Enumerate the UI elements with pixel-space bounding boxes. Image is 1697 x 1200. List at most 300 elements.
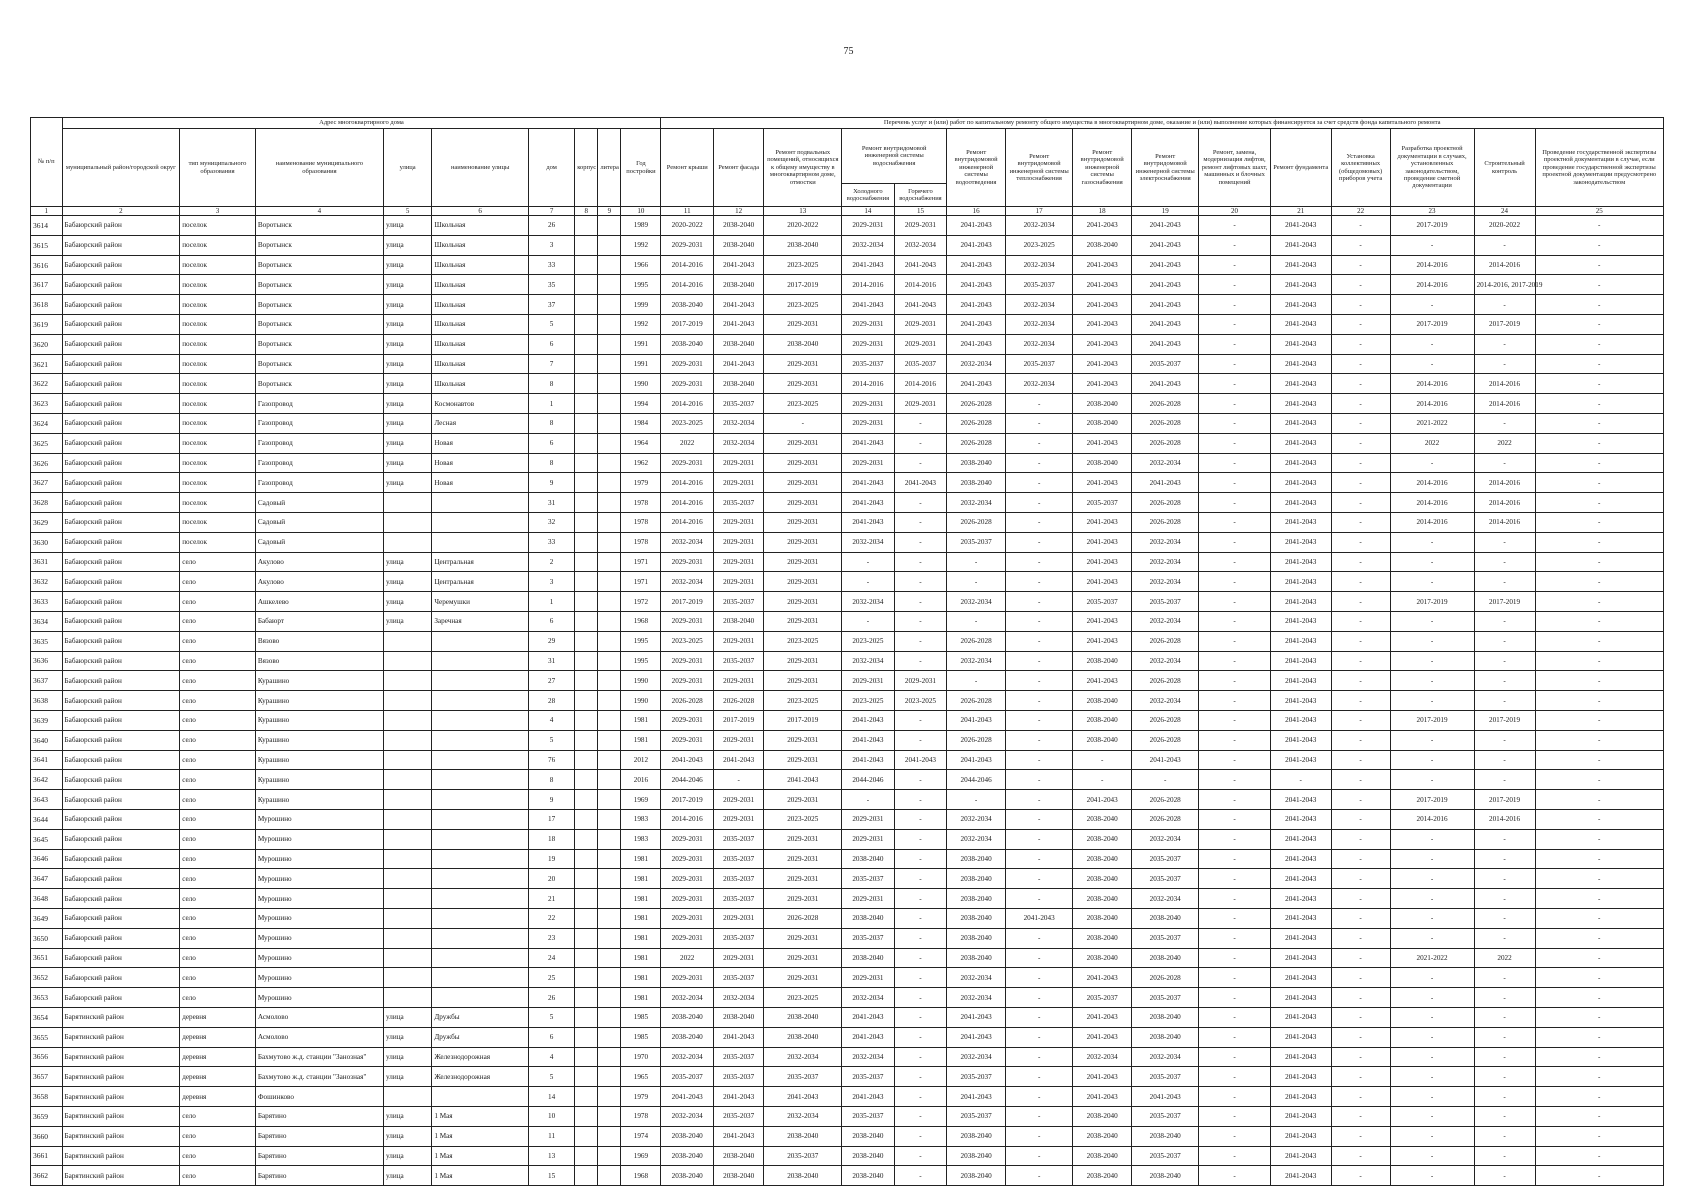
table-cell: Школьная: [432, 216, 529, 236]
table-cell: [575, 354, 598, 374]
table-cell: -: [1331, 1106, 1390, 1126]
table-cell: улица: [384, 1027, 432, 1047]
table-cell: 3616: [31, 255, 63, 275]
table-cell: [384, 790, 432, 810]
table-cell: -: [1199, 770, 1270, 790]
table-cell: 1981: [621, 849, 661, 869]
table-cell: 2032-2034: [1132, 1047, 1199, 1067]
table-cell: -: [1474, 1106, 1535, 1126]
table-cell: 1978: [621, 1106, 661, 1126]
table-cell: 2014-2016: [1390, 493, 1474, 513]
table-cell: -: [1331, 889, 1390, 909]
table-cell: 2041-2043: [1073, 790, 1132, 810]
table-cell: 2041-2043: [1073, 611, 1132, 631]
table-cell: 2017-2019: [764, 275, 842, 295]
table-row: [31, 315, 1664, 335]
table-cell: [575, 295, 598, 315]
table-cell: 2032-2034: [842, 988, 895, 1008]
table-cell: 2014-2016: [1474, 809, 1535, 829]
table-cell: Акулово: [255, 572, 383, 592]
table-cell: Школьная: [432, 275, 529, 295]
table-cell: [432, 1087, 529, 1107]
table-cell: -: [1535, 671, 1663, 691]
table-cell: -: [1535, 513, 1663, 533]
column-number: 1: [31, 207, 63, 216]
table-cell: поселок: [180, 374, 256, 394]
table-cell: поселок: [180, 493, 256, 513]
table-row: [31, 1106, 1664, 1126]
table-cell: 2041-2043: [1270, 710, 1331, 730]
table-cell: 20: [528, 869, 574, 889]
table-cell: -: [1199, 592, 1270, 612]
table-cell: [598, 414, 621, 434]
table-cell: [575, 572, 598, 592]
table-cell: [575, 869, 598, 889]
table-cell: 2022: [1474, 433, 1535, 453]
table-cell: [598, 235, 621, 255]
table-cell: 2017-2019: [1474, 710, 1535, 730]
table-cell: 37: [528, 295, 574, 315]
table-cell: -: [1331, 908, 1390, 928]
table-cell: 2041-2043: [1270, 611, 1331, 631]
table-cell: -: [1006, 453, 1073, 473]
table-cell: Курашино: [255, 710, 383, 730]
table-cell: 3641: [31, 750, 63, 770]
table-cell: 2041-2043: [947, 275, 1006, 295]
table-cell: -: [894, 1166, 947, 1186]
table-cell: 2038-2040: [947, 1126, 1006, 1146]
table-cell: 2032-2034: [1006, 216, 1073, 236]
table-row: [31, 1027, 1664, 1047]
table-cell: 2023-2025: [764, 295, 842, 315]
table-cell: Дружбы: [432, 1027, 529, 1047]
table-cell: -: [1390, 750, 1474, 770]
table-cell: 2038-2040: [764, 1126, 842, 1146]
table-cell: 2029-2031: [713, 631, 763, 651]
table-cell: село: [180, 750, 256, 770]
table-cell: -: [1199, 889, 1270, 909]
table-cell: 2041-2043: [1073, 513, 1132, 533]
table-cell: 2029-2031: [661, 651, 714, 671]
table-cell: -: [1331, 611, 1390, 631]
table-cell: -: [1474, 1126, 1535, 1146]
table-cell: [432, 493, 529, 513]
table-row: [31, 1166, 1664, 1186]
table-cell: Школьная: [432, 354, 529, 374]
table-cell: -: [1390, 1027, 1474, 1047]
table-cell: [598, 651, 621, 671]
table-cell: 2029-2031: [661, 671, 714, 691]
table-cell: 2017-2019: [1474, 592, 1535, 612]
table-cell: -: [1390, 334, 1474, 354]
table-cell: 2041-2043: [1006, 908, 1073, 928]
table-cell: Бахмутово ж.д. станции "Занозная": [255, 1067, 383, 1087]
table-cell: 2041-2043: [1270, 1047, 1331, 1067]
table-cell: -: [1535, 631, 1663, 651]
column-number: 19: [1132, 207, 1199, 216]
table-row: [31, 1146, 1664, 1166]
table-cell: 2041-2043: [1270, 651, 1331, 671]
table-cell: 2035-2037: [1073, 493, 1132, 513]
table-cell: -: [1535, 691, 1663, 711]
table-cell: [384, 513, 432, 533]
table-cell: 1974: [621, 1126, 661, 1146]
table-cell: 2044-2046: [947, 770, 1006, 790]
table-cell: Ашкелево: [255, 592, 383, 612]
table-cell: 2017-2019: [1474, 315, 1535, 335]
table-cell: 1984: [621, 414, 661, 434]
table-cell: [598, 1106, 621, 1126]
table-cell: село: [180, 829, 256, 849]
table-cell: 25: [528, 968, 574, 988]
table-cell: Барятино: [255, 1106, 383, 1126]
table-cell: 2026-2028: [947, 414, 1006, 434]
table-cell: 23: [528, 928, 574, 948]
table-cell: 2029-2031: [661, 235, 714, 255]
table-cell: -: [1535, 928, 1663, 948]
table-cell: 2014-2016: [661, 255, 714, 275]
table-cell: Воротынск: [255, 295, 383, 315]
table-cell: -: [1331, 809, 1390, 829]
table-cell: 2041-2043: [1270, 1067, 1331, 1087]
table-cell: 28: [528, 691, 574, 711]
table-cell: 2041-2043: [1270, 235, 1331, 255]
table-cell: Мурошино: [255, 908, 383, 928]
table-cell: -: [1535, 572, 1663, 592]
table-cell: 6: [528, 433, 574, 453]
table-cell: -: [1199, 493, 1270, 513]
table-cell: Барятино: [255, 1146, 383, 1166]
header-heating: Ремонт внутридомовой инженерной системы теплоснабжения: [1006, 129, 1073, 207]
header-year: Год постройки: [621, 129, 661, 207]
table-cell: 2041-2043: [1270, 572, 1331, 592]
table-cell: -: [1199, 315, 1270, 335]
table-cell: 2041-2043: [842, 1087, 895, 1107]
header-design: Разработка проектной документации в случаях, установленных законодательством, проведение сметной документации: [1390, 129, 1474, 207]
header-cold-water: Холодного водоснабжения: [842, 184, 895, 207]
table-row: [31, 988, 1664, 1008]
table-cell: Воротынск: [255, 354, 383, 374]
table-cell: 2032-2034: [1073, 1047, 1132, 1067]
table-cell: -: [1006, 433, 1073, 453]
table-cell: -: [1535, 1007, 1663, 1027]
table-cell: -: [1199, 374, 1270, 394]
table-cell: [575, 651, 598, 671]
table-cell: село: [180, 691, 256, 711]
table-cell: -: [1331, 216, 1390, 236]
table-row: [31, 730, 1664, 750]
table-cell: -: [842, 611, 895, 631]
table-cell: [384, 869, 432, 889]
table-cell: -: [1331, 1067, 1390, 1087]
table-row: [31, 1126, 1664, 1146]
table-cell: -: [1006, 691, 1073, 711]
table-cell: 2038-2040: [1073, 235, 1132, 255]
table-cell: [575, 493, 598, 513]
table-cell: -: [1006, 552, 1073, 572]
table-cell: [598, 1166, 621, 1186]
table-cell: [598, 334, 621, 354]
table-cell: село: [180, 908, 256, 928]
table-cell: Школьная: [432, 235, 529, 255]
column-number: 25: [1535, 207, 1663, 216]
table-cell: 3629: [31, 513, 63, 533]
table-cell: 2038-2040: [1132, 1007, 1199, 1027]
table-cell: -: [1331, 1047, 1390, 1067]
table-row: [31, 473, 1664, 493]
table-cell: 2038-2040: [842, 1146, 895, 1166]
table-cell: 3656: [31, 1047, 63, 1067]
table-cell: [384, 532, 432, 552]
table-cell: 2041-2043: [947, 334, 1006, 354]
table-cell: 2041-2043: [764, 770, 842, 790]
table-cell: 2035-2037: [713, 493, 763, 513]
table-cell: 1991: [621, 354, 661, 374]
table-cell: -: [1535, 275, 1663, 295]
table-cell: 9: [528, 473, 574, 493]
table-cell: 2026-2028: [947, 433, 1006, 453]
table-cell: -: [1535, 592, 1663, 612]
table-cell: -: [1331, 671, 1390, 691]
table-cell: -: [1535, 1027, 1663, 1047]
table-cell: 2038-2040: [842, 908, 895, 928]
table-cell: 2029-2031: [764, 453, 842, 473]
table-cell: 2023-2025: [842, 691, 895, 711]
table-cell: -: [1474, 928, 1535, 948]
table-cell: [384, 730, 432, 750]
table-cell: -: [1535, 988, 1663, 1008]
table-cell: -: [1331, 1126, 1390, 1146]
table-cell: [384, 928, 432, 948]
table-cell: 1981: [621, 928, 661, 948]
table-cell: 17: [528, 809, 574, 829]
table-cell: [384, 908, 432, 928]
table-row: [31, 493, 1664, 513]
table-cell: 33: [528, 532, 574, 552]
table-cell: 2020-2022: [661, 216, 714, 236]
table-cell: 2041-2043: [1270, 374, 1331, 394]
table-cell: [575, 1047, 598, 1067]
table-cell: 2041-2043: [1270, 315, 1331, 335]
table-cell: 2038-2040: [764, 334, 842, 354]
table-cell: -: [842, 552, 895, 572]
table-cell: [575, 790, 598, 810]
table-cell: 27: [528, 671, 574, 691]
table-cell: -: [1390, 1126, 1474, 1146]
table-cell: -: [1390, 889, 1474, 909]
table-cell: 2035-2037: [842, 1106, 895, 1126]
table-cell: -: [1535, 1047, 1663, 1067]
header-metering: Установка коллективных (общедомовых) приборов учета: [1331, 129, 1390, 207]
table-cell: [575, 394, 598, 414]
table-cell: 2038-2040: [713, 275, 763, 295]
table-cell: -: [1331, 552, 1390, 572]
table-cell: 31: [528, 651, 574, 671]
table-cell: 2041-2043: [661, 1087, 714, 1107]
table-cell: Курашино: [255, 730, 383, 750]
table-cell: 2041-2043: [842, 433, 895, 453]
table-cell: 1971: [621, 552, 661, 572]
table-cell: поселок: [180, 513, 256, 533]
table-cell: 2038-2040: [842, 849, 895, 869]
table-cell: -: [1199, 414, 1270, 434]
table-cell: 2014-2016: [1390, 275, 1474, 295]
table-cell: 2029-2031: [764, 552, 842, 572]
table-cell: Школьная: [432, 295, 529, 315]
table-cell: 2035-2037: [764, 1067, 842, 1087]
table-cell: -: [1331, 295, 1390, 315]
table-cell: -: [1390, 532, 1474, 552]
table-cell: 2038-2040: [764, 1027, 842, 1047]
table-cell: -: [894, 790, 947, 810]
table-cell: [432, 710, 529, 730]
table-cell: -: [894, 968, 947, 988]
table-cell: Заречная: [432, 611, 529, 631]
table-cell: -: [1390, 354, 1474, 374]
table-cell: [432, 691, 529, 711]
table-cell: [384, 829, 432, 849]
table-cell: -: [1006, 790, 1073, 810]
table-cell: 3628: [31, 493, 63, 513]
table-cell: -: [764, 414, 842, 434]
table-cell: 2014-2016: [1390, 374, 1474, 394]
table-cell: -: [1390, 928, 1474, 948]
table-cell: -: [1199, 216, 1270, 236]
table-cell: 2038-2040: [947, 849, 1006, 869]
table-cell: -: [1390, 453, 1474, 473]
table-cell: -: [1199, 513, 1270, 533]
table-cell: -: [1390, 1106, 1474, 1126]
table-cell: 2029-2031: [764, 473, 842, 493]
table-cell: [432, 849, 529, 869]
table-cell: 1969: [621, 790, 661, 810]
table-cell: 2041-2043: [1073, 433, 1132, 453]
table-cell: Бабаюрский район: [62, 889, 180, 909]
table-cell: 1978: [621, 532, 661, 552]
table-cell: -: [1199, 295, 1270, 315]
table-cell: 2032-2034: [894, 235, 947, 255]
table-cell: 2041-2043: [1073, 1027, 1132, 1047]
table-cell: 2038-2040: [764, 1007, 842, 1027]
table-cell: -: [1390, 849, 1474, 869]
table-cell: -: [1331, 1027, 1390, 1047]
table-cell: -: [1331, 414, 1390, 434]
table-cell: 2026-2028: [947, 394, 1006, 414]
table-cell: -: [1535, 1166, 1663, 1186]
table-cell: -: [1474, 829, 1535, 849]
table-cell: [432, 809, 529, 829]
table-cell: 1979: [621, 1087, 661, 1107]
table-cell: 1994: [621, 394, 661, 414]
table-cell: улица: [384, 1106, 432, 1126]
table-cell: 32: [528, 513, 574, 533]
table-cell: -: [894, 572, 947, 592]
table-cell: -: [1535, 889, 1663, 909]
table-cell: 2017-2019: [1390, 790, 1474, 810]
table-cell: Мурошино: [255, 889, 383, 909]
table-cell: -: [1331, 1007, 1390, 1027]
table-cell: [432, 790, 529, 810]
table-cell: 2041-2043: [1132, 315, 1199, 335]
column-number: 16: [947, 207, 1006, 216]
table-cell: [598, 1007, 621, 1027]
table-cell: Барятинский район: [62, 1146, 180, 1166]
table-cell: 2041-2043: [947, 235, 1006, 255]
table-cell: 2026-2028: [1132, 730, 1199, 750]
table-cell: 2021-2022: [1390, 948, 1474, 968]
table-cell: 15: [528, 1166, 574, 1186]
table-cell: 1: [528, 394, 574, 414]
table-cell: 2041-2043: [947, 1027, 1006, 1047]
table-cell: 2041-2043: [1132, 334, 1199, 354]
table-row: [31, 334, 1664, 354]
table-cell: поселок: [180, 354, 256, 374]
table-cell: Бабаюрский район: [62, 493, 180, 513]
table-cell: 2029-2031: [764, 869, 842, 889]
table-cell: -: [1006, 394, 1073, 414]
table-cell: -: [947, 790, 1006, 810]
table-cell: 1: [528, 592, 574, 612]
table-cell: 2029-2031: [842, 829, 895, 849]
table-cell: Бабаюрский район: [62, 394, 180, 414]
table-cell: село: [180, 552, 256, 572]
table-cell: Барятинский район: [62, 1027, 180, 1047]
table-cell: -: [1390, 988, 1474, 1008]
table-cell: 2041-2043: [842, 295, 895, 315]
table-cell: 2038-2040: [661, 295, 714, 315]
table-cell: -: [894, 829, 947, 849]
table-cell: 2014-2016: [842, 275, 895, 295]
table-cell: -: [894, 1126, 947, 1146]
table-cell: 2029-2031: [713, 572, 763, 592]
table-cell: 2041-2043: [1270, 394, 1331, 414]
table-cell: -: [1535, 235, 1663, 255]
table-cell: 3637: [31, 671, 63, 691]
table-cell: -: [1535, 552, 1663, 572]
table-cell: 2026-2028: [947, 631, 1006, 651]
table-cell: -: [1199, 334, 1270, 354]
table-cell: -: [1006, 611, 1073, 631]
table-cell: 2023-2025: [661, 631, 714, 651]
table-cell: 2035-2037: [842, 869, 895, 889]
table-cell: -: [1199, 1007, 1270, 1027]
table-cell: 3645: [31, 829, 63, 849]
table-cell: -: [947, 552, 1006, 572]
table-cell: 6: [528, 1027, 574, 1047]
table-cell: -: [1535, 1067, 1663, 1087]
table-cell: Воротынск: [255, 315, 383, 335]
table-cell: -: [1199, 1027, 1270, 1047]
table-cell: 2041-2043: [1270, 691, 1331, 711]
table-cell: -: [894, 651, 947, 671]
table-cell: 2029-2031: [764, 493, 842, 513]
table-cell: 2026-2028: [1132, 968, 1199, 988]
table-cell: -: [1006, 809, 1073, 829]
table-cell: -: [947, 611, 1006, 631]
table-cell: [598, 493, 621, 513]
header-group-address: Адрес многоквартирного дома: [62, 118, 661, 129]
table-cell: Курашино: [255, 790, 383, 810]
table-cell: 2029-2031: [764, 928, 842, 948]
table-cell: -: [894, 532, 947, 552]
table-cell: 2026-2028: [764, 908, 842, 928]
table-cell: -: [1199, 968, 1270, 988]
table-cell: [575, 334, 598, 354]
table-cell: 2014-2016: [1474, 513, 1535, 533]
table-cell: 1979: [621, 473, 661, 493]
table-cell: 2026-2028: [947, 513, 1006, 533]
table-cell: 2038-2040: [1073, 414, 1132, 434]
